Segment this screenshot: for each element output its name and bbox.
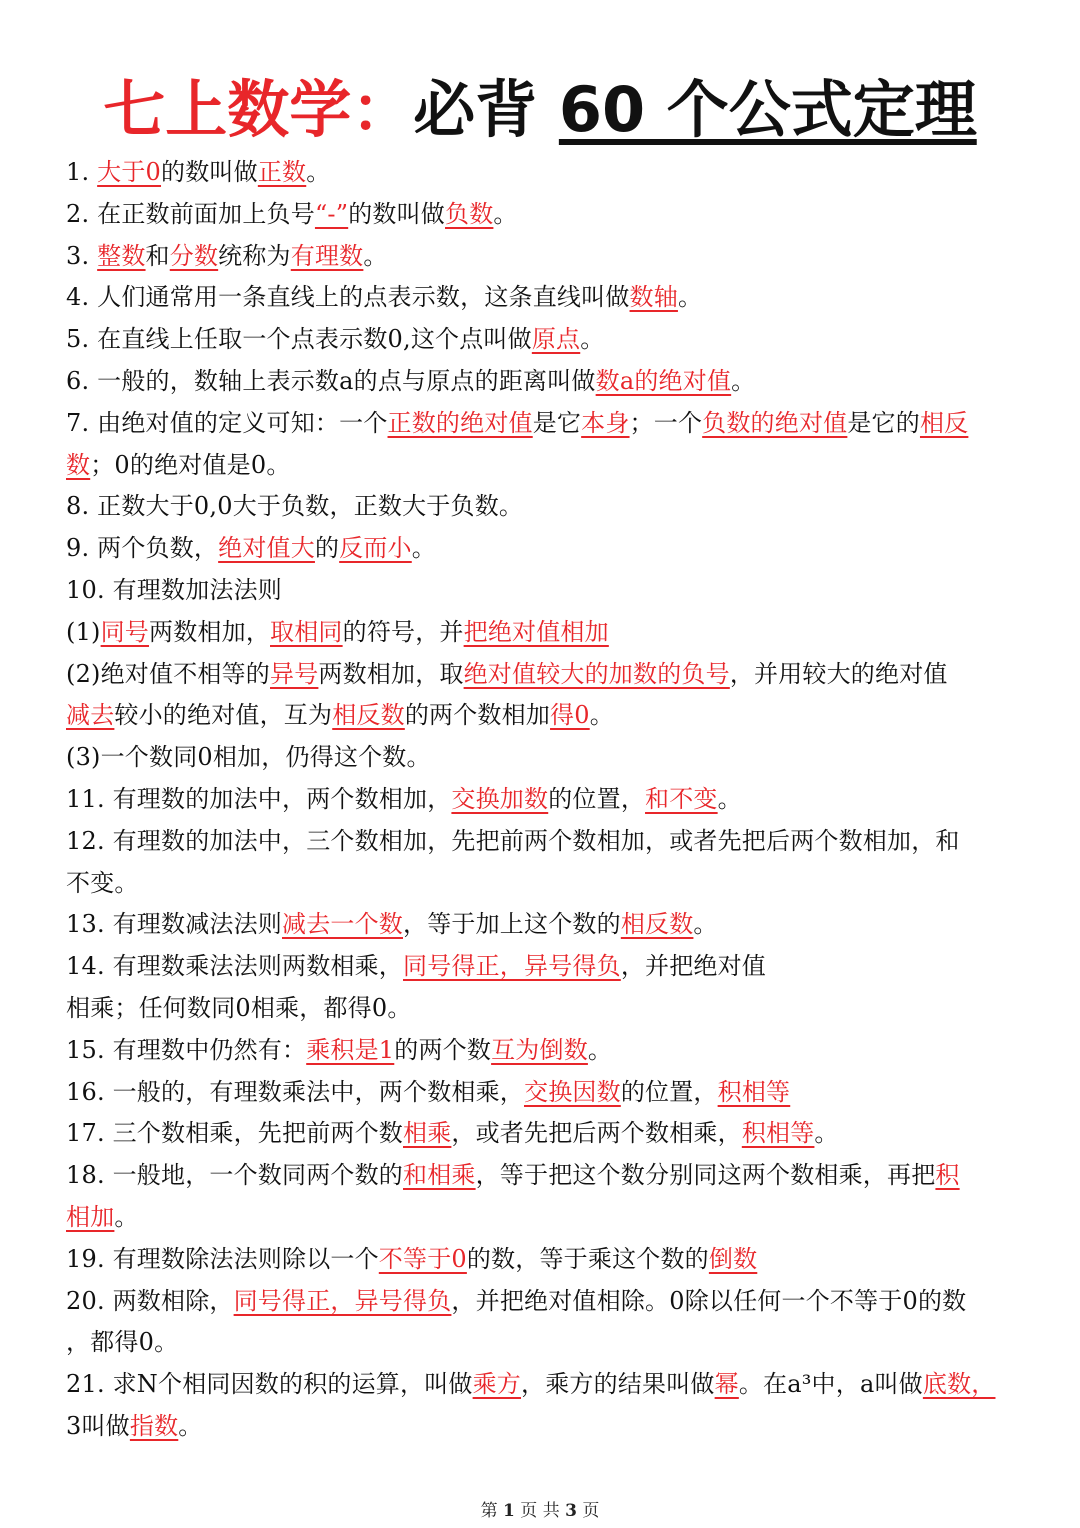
highlight-term: 数轴 bbox=[629, 283, 678, 312]
text-segment: 的数叫做 bbox=[348, 199, 445, 228]
highlight-term: 绝对值较大的加数的负号 bbox=[463, 659, 730, 688]
highlight-term: 同号得正，异号得负 bbox=[403, 952, 621, 981]
text-line bbox=[66, 1406, 1010, 1448]
highlight-term: 相反 bbox=[919, 408, 969, 437]
text-segment: 的位置， bbox=[548, 784, 646, 813]
text-line bbox=[66, 904, 1010, 946]
text-segment: ，并把绝对值 bbox=[620, 952, 767, 981]
page-title bbox=[0, 68, 1080, 152]
highlight-term: 乘积是1 bbox=[306, 1035, 395, 1064]
text-segment: 较小的绝对值，互为 bbox=[114, 701, 333, 730]
text-segment: 7. 由绝对值的定义可知：一个 bbox=[66, 408, 388, 437]
text-line bbox=[66, 779, 1010, 821]
text-segment: 。 bbox=[363, 241, 388, 270]
text-line bbox=[66, 821, 1010, 863]
text-segment: 12. 有理数的加法中，三个数相加，先把前两个数相加，或者先把后两个数相加，和 bbox=[66, 826, 960, 855]
highlight-term: 交换因数 bbox=[524, 1077, 621, 1106]
text-segment: 。 bbox=[717, 784, 742, 813]
footer-mid: 页 共 bbox=[520, 1501, 560, 1521]
text-segment: ，等于把这个数分别同这两个数相乘，再把 bbox=[475, 1161, 936, 1190]
text-segment: 13. 有理数减法法则 bbox=[66, 910, 282, 939]
text-segment: 统称为 bbox=[218, 241, 291, 270]
highlight-term: 分数 bbox=[169, 241, 219, 270]
text-segment: 17. 三个数相乘，先把前两个数 bbox=[66, 1119, 403, 1148]
text-line bbox=[66, 654, 1010, 696]
text-segment: 的两个数 bbox=[394, 1035, 492, 1064]
highlight-term: 有理数 bbox=[290, 241, 364, 270]
text-line bbox=[66, 1281, 1010, 1323]
text-segment: 3叫做 bbox=[66, 1411, 130, 1440]
text-segment: 。 bbox=[677, 283, 703, 312]
text-segment: 。 bbox=[693, 910, 718, 939]
text-segment: 16. 一般的，有理数乘法中，两个数相乘， bbox=[66, 1077, 524, 1106]
text-line bbox=[66, 946, 1010, 988]
text-segment: 15. 有理数中仍然有： bbox=[66, 1035, 307, 1064]
highlight-term: 互为倒数 bbox=[491, 1035, 588, 1064]
text-line bbox=[66, 277, 1010, 319]
text-line bbox=[66, 1197, 1010, 1239]
highlight-term: 正数的绝对值 bbox=[387, 408, 533, 437]
text-segment: ，并把绝对值相除。0除以任何一个不等于0的数 bbox=[451, 1286, 967, 1315]
text-segment: 6. 一般的，数轴上表示数a的点与原点的距离叫做 bbox=[66, 366, 596, 395]
highlight-term: 相反数 bbox=[620, 910, 694, 939]
highlight-term: 指数 bbox=[129, 1411, 179, 1440]
text-segment: 。 bbox=[306, 158, 331, 186]
text-segment: 18. 一般地，一个数同两个数的 bbox=[66, 1161, 403, 1190]
text-line bbox=[66, 528, 1010, 570]
highlight-term: 和相乘 bbox=[403, 1161, 476, 1190]
highlight-term: 大于0 bbox=[97, 158, 162, 186]
highlight-term: 不等于0 bbox=[378, 1244, 467, 1273]
text-segment: (3)一个数同0相加，仍得这个数。 bbox=[66, 743, 431, 772]
text-segment: 是它 bbox=[532, 408, 582, 437]
highlight-term: 积 bbox=[935, 1161, 960, 1190]
title-formula-count: 60 个公式定理 bbox=[558, 73, 977, 146]
text-segment: 的 bbox=[314, 534, 340, 563]
highlight-term: 取相同 bbox=[270, 617, 343, 646]
text-line bbox=[66, 988, 1010, 1030]
highlight-term: 和不变 bbox=[645, 784, 718, 813]
highlight-term: 交换加数 bbox=[451, 784, 549, 813]
text-segment: 。 bbox=[493, 199, 518, 228]
text-segment: 11. 有理数的加法中，两个数相加， bbox=[66, 784, 452, 813]
footer-prefix: 第 bbox=[480, 1501, 498, 1521]
title-must-memorize: 必背 bbox=[413, 73, 559, 146]
highlight-term: 乘方 bbox=[472, 1370, 522, 1399]
highlight-term: 负数 bbox=[445, 199, 494, 228]
text-segment: 。 bbox=[411, 534, 436, 563]
text-segment: 的符号，并 bbox=[342, 617, 464, 646]
highlight-term: 原点 bbox=[531, 325, 581, 354]
title-subject: 七上数学： bbox=[103, 73, 414, 146]
highlight-term: 相加 bbox=[66, 1202, 115, 1231]
text-segment: (1) bbox=[66, 617, 101, 646]
text-segment: 。 bbox=[580, 325, 605, 354]
highlight-term: 本身 bbox=[581, 408, 630, 437]
text-segment: 的数叫做 bbox=[161, 158, 258, 186]
text-line bbox=[66, 737, 1010, 779]
highlight-term: 整数 bbox=[97, 241, 146, 270]
footer-suffix: 页 bbox=[582, 1501, 600, 1521]
text-segment: 相乘；任何数同0相乘，都得0。 bbox=[66, 993, 412, 1022]
highlight-term: 减去一个数 bbox=[282, 910, 403, 939]
text-segment: 的两个数相加 bbox=[404, 701, 551, 730]
page-footer bbox=[0, 1496, 1080, 1521]
current-page-number: 1 bbox=[503, 1501, 515, 1521]
highlight-term: “-” bbox=[314, 199, 349, 228]
text-line bbox=[66, 1322, 1010, 1364]
text-segment: 。 bbox=[178, 1411, 203, 1440]
text-line bbox=[66, 1155, 1010, 1197]
text-line bbox=[66, 361, 1010, 403]
text-segment: ，都得0。 bbox=[66, 1328, 179, 1357]
highlight-term: 幂 bbox=[714, 1370, 739, 1399]
text-line bbox=[66, 1113, 1010, 1155]
highlight-term: 相反数 bbox=[332, 701, 405, 730]
highlight-term: 底数， bbox=[922, 1370, 996, 1399]
text-segment: 21. 求N个相同因数的积的运算，叫做 bbox=[66, 1370, 473, 1399]
text-segment: ，乘方的结果叫做 bbox=[521, 1370, 715, 1399]
highlight-term: 正数 bbox=[257, 158, 307, 186]
text-segment: 。 bbox=[587, 1035, 613, 1064]
text-segment: 两数相加，取 bbox=[318, 659, 464, 688]
highlight-term: 积相等 bbox=[717, 1077, 791, 1106]
text-segment: 1. bbox=[66, 158, 98, 186]
text-segment: 两数相加， bbox=[149, 617, 271, 646]
text-line bbox=[66, 863, 1010, 905]
text-segment: 。 bbox=[114, 1202, 139, 1231]
text-line bbox=[66, 194, 1010, 236]
highlight-term: 积相等 bbox=[741, 1119, 815, 1148]
highlight-term: 绝对值大 bbox=[218, 534, 315, 563]
text-line bbox=[66, 236, 1010, 278]
text-line bbox=[66, 152, 1010, 194]
text-line bbox=[66, 1030, 1010, 1072]
text-segment: 8. 正数大于0,0大于负数，正数大于负数。 bbox=[66, 492, 524, 521]
text-line bbox=[66, 1364, 1010, 1406]
highlight-term: 反而小 bbox=[339, 534, 412, 563]
total-page-number: 3 bbox=[565, 1501, 577, 1521]
text-segment: (2)绝对值不相等的 bbox=[66, 659, 270, 688]
text-segment: 14. 有理数乘法法则两数相乘， bbox=[66, 952, 403, 981]
highlight-term: 数a的绝对值 bbox=[595, 366, 732, 395]
highlight-term: 相乘 bbox=[403, 1119, 452, 1148]
text-segment: ；0的绝对值是0。 bbox=[90, 450, 291, 479]
text-segment: ，等于加上这个数的 bbox=[403, 910, 621, 939]
text-segment: 。 bbox=[589, 701, 614, 730]
highlight-term: 同号得正，异号得负 bbox=[233, 1286, 452, 1315]
text-segment: 。 bbox=[731, 366, 756, 395]
text-segment: 5. 在直线上任取一个点表示数0,这个点叫做 bbox=[66, 325, 532, 354]
text-segment: 。在a³中，a叫做 bbox=[738, 1370, 923, 1399]
text-segment: 的数，等于乘这个数的 bbox=[466, 1244, 709, 1273]
highlight-term: 倒数 bbox=[708, 1244, 758, 1273]
text-segment: 是它的 bbox=[847, 408, 920, 437]
text-segment: 9. 两个负数， bbox=[66, 534, 219, 563]
text-line bbox=[66, 695, 1010, 737]
text-line bbox=[66, 403, 1010, 445]
text-line bbox=[66, 1239, 1010, 1281]
text-segment: 的位置， bbox=[620, 1077, 718, 1106]
text-segment: 20. 两数相除， bbox=[66, 1286, 234, 1315]
highlight-term: 减去 bbox=[66, 701, 115, 730]
text-segment: 。 bbox=[814, 1119, 839, 1148]
text-line bbox=[66, 445, 1010, 487]
text-segment: 19. 有理数除法法则除以一个 bbox=[66, 1244, 379, 1273]
text-segment: ，并用较大的绝对值 bbox=[729, 659, 948, 688]
text-segment: 不变。 bbox=[66, 868, 139, 897]
text-line bbox=[66, 612, 1010, 654]
text-segment: ；一个 bbox=[629, 408, 703, 437]
text-line bbox=[66, 486, 1010, 528]
highlight-term: 数 bbox=[66, 450, 91, 479]
highlight-term: 把绝对值相加 bbox=[463, 617, 609, 646]
text-line bbox=[66, 1072, 1010, 1114]
text-segment: ，或者先把后两个数相乘， bbox=[451, 1119, 742, 1148]
text-line bbox=[66, 319, 1010, 361]
highlight-term: 得0 bbox=[550, 701, 590, 730]
text-segment: 2. 在正数前面加上负号 bbox=[66, 199, 315, 228]
text-segment: 10. 有理数加法法则 bbox=[66, 575, 282, 604]
text-line bbox=[66, 570, 1010, 612]
highlight-term: 异号 bbox=[270, 659, 319, 688]
formula-list bbox=[66, 152, 1010, 1448]
text-segment: 3. bbox=[66, 241, 98, 270]
text-segment: 和 bbox=[145, 241, 170, 270]
text-segment: 4. 人们通常用一条直线上的点表示数，这条直线叫做 bbox=[66, 283, 630, 312]
highlight-term: 同号 bbox=[100, 617, 150, 646]
highlight-term: 负数的绝对值 bbox=[702, 408, 848, 437]
